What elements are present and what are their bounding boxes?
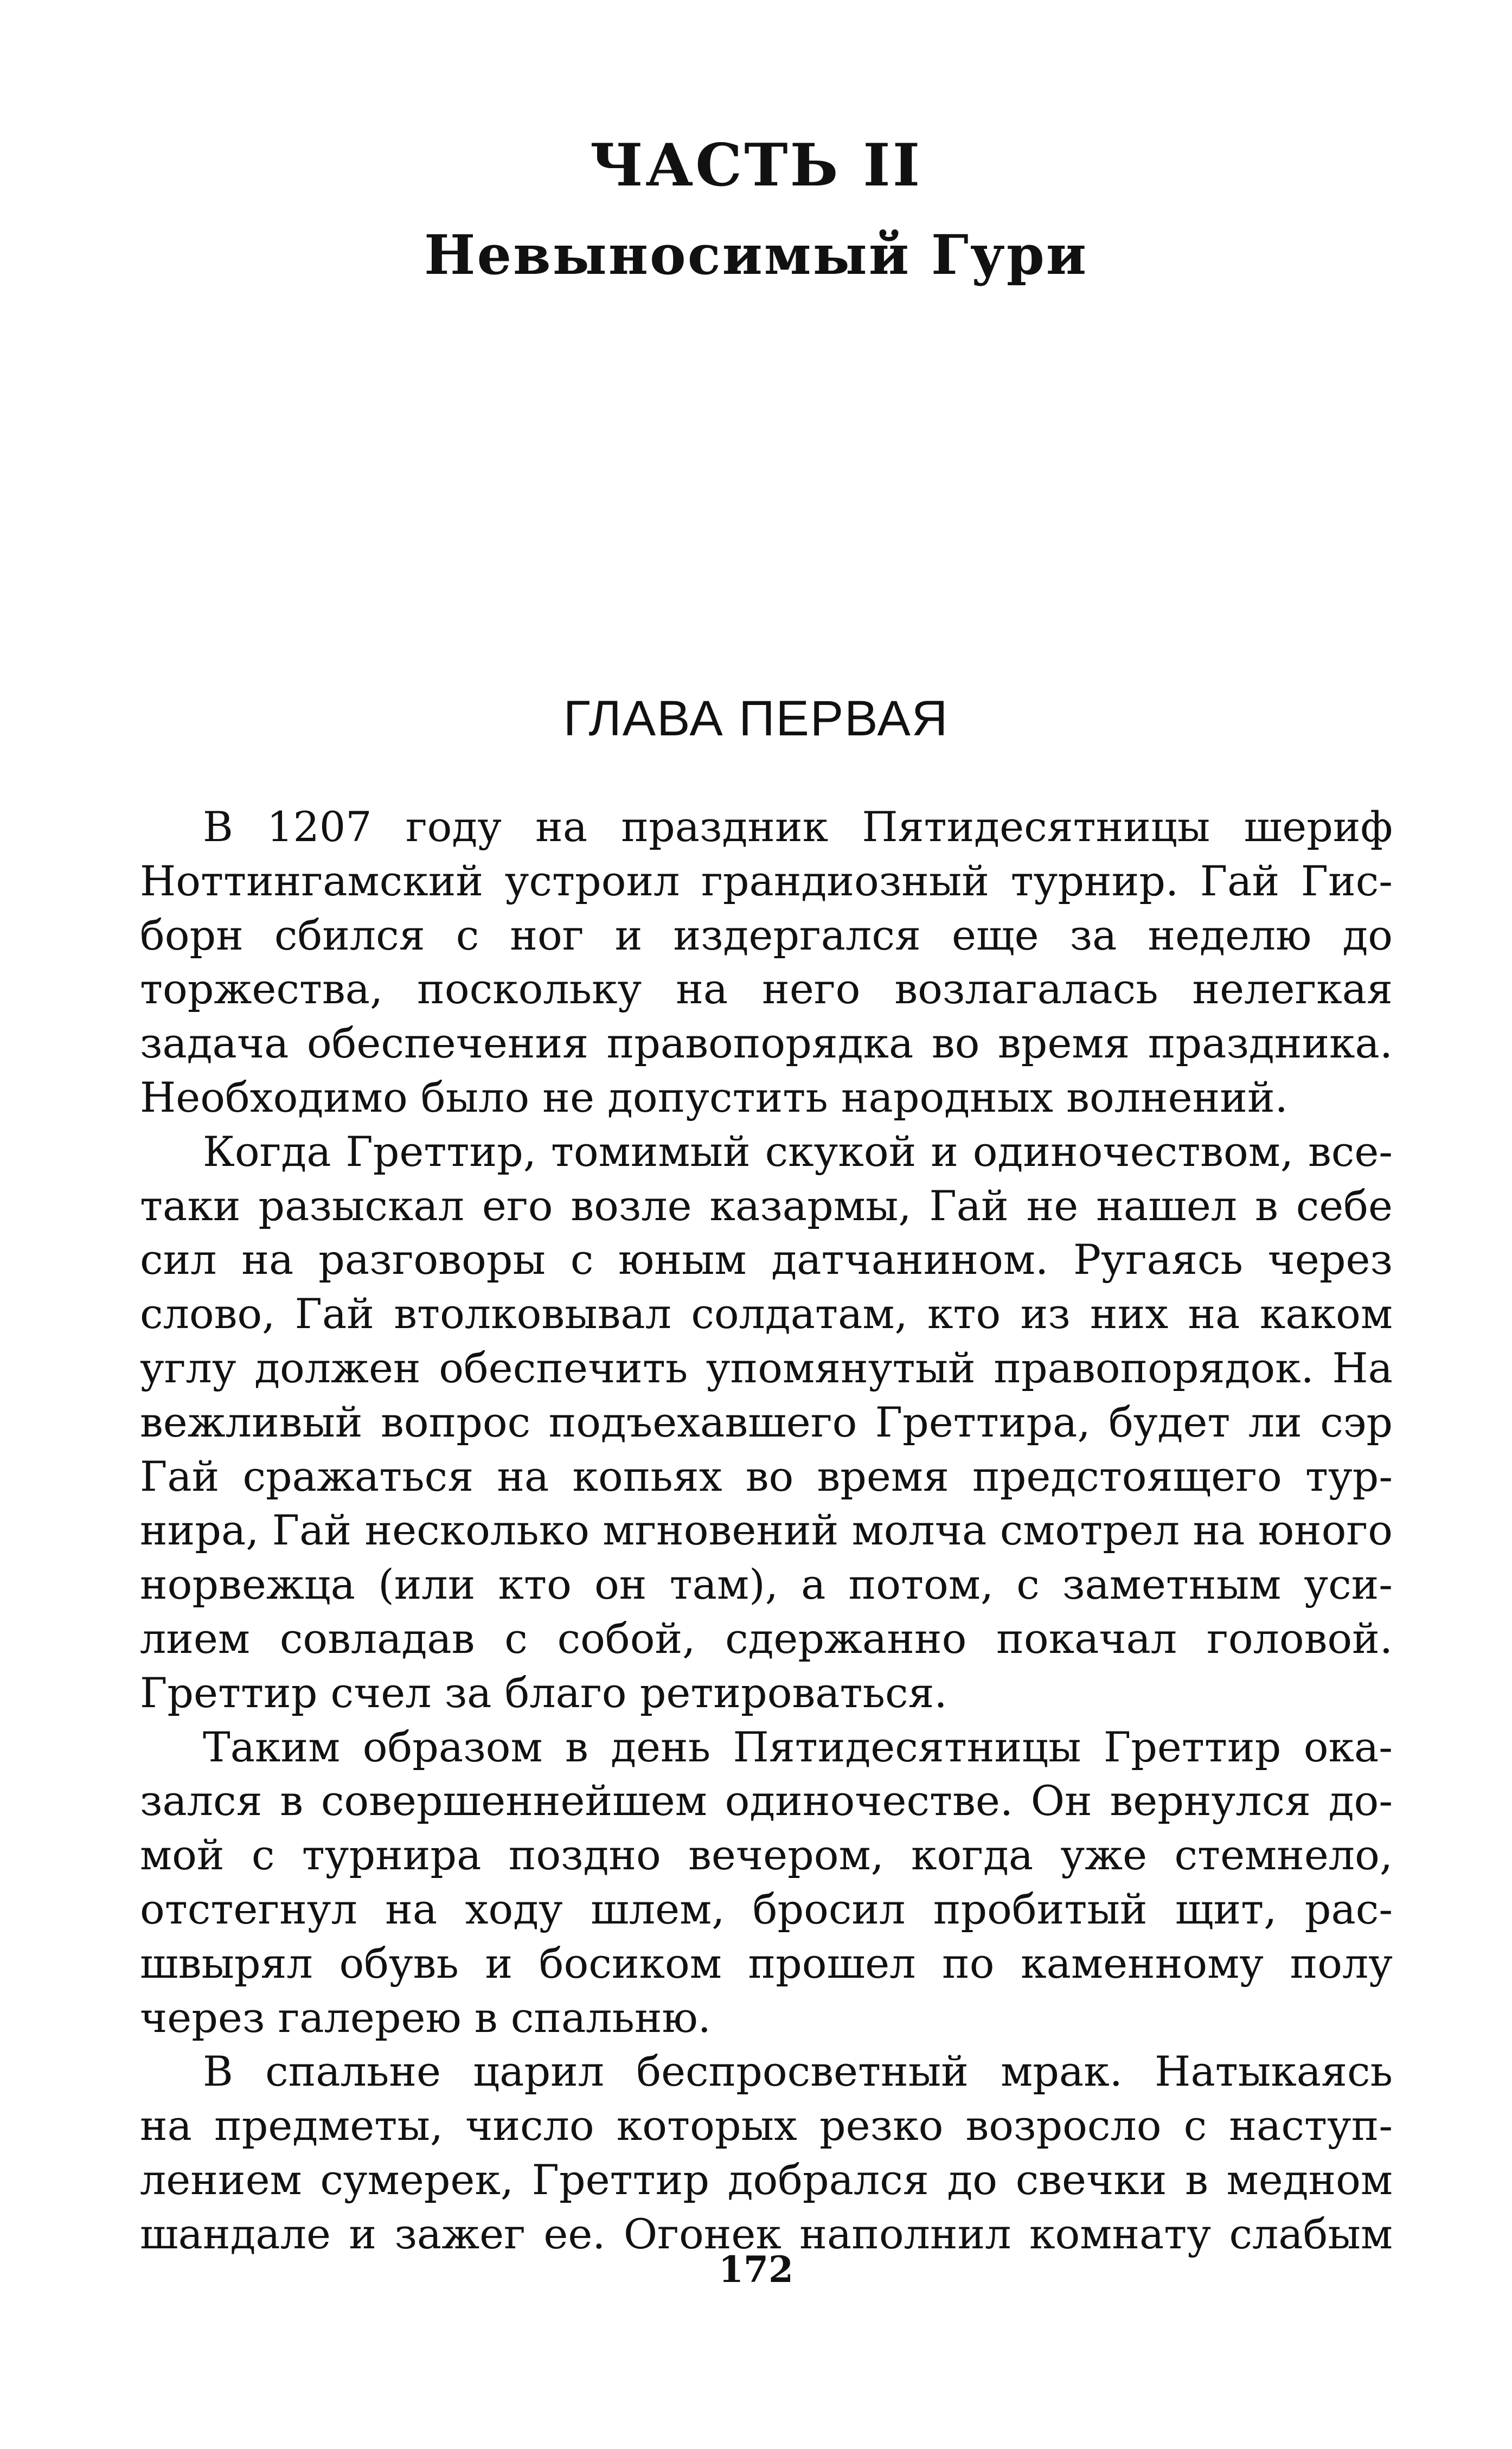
text-line: углу должен обеспечить упомянутый правопорядок. На xyxy=(140,1343,1393,1392)
paragraph xyxy=(140,800,1393,1125)
text-line: торжества, поскольку на него возлагалась нелегкая xyxy=(140,965,1393,1014)
text-line: шандале и зажег ее. Огонек наполнил комнату слабым xyxy=(140,2209,1393,2258)
chapter-title: ГЛАВА ПЕРВАЯ xyxy=(563,691,949,746)
text-line: Греттир счел за благо ретироваться. xyxy=(140,1668,947,1717)
text-line: отстегнул на ходу шлем, бросил пробитый щит, рас- xyxy=(140,1884,1393,1933)
text-line: Необходимо было не допустить народных волнений. xyxy=(140,1073,1288,1121)
text-line: мой с турнира поздно вечером, когда уже стемнело, xyxy=(140,1831,1393,1880)
text-line: таки разыскал его возле казармы, Гай не нашел в себе xyxy=(140,1181,1393,1230)
text-line: вежливый вопрос подъехавшего Греттира, будет ли сэр xyxy=(140,1397,1393,1446)
text-line: слово, Гай втолковывал солдатам, кто из них на каком xyxy=(140,1290,1393,1338)
paragraph xyxy=(140,1125,1393,1720)
text-line: Когда Греттир, томимый скукой и одиночеством, все- xyxy=(203,1127,1393,1176)
text-line: задача обеспечения правопорядка во время праздника. xyxy=(140,1019,1393,1068)
paragraph xyxy=(140,1720,1393,2045)
part-subtitle: Невыносимый Гури xyxy=(424,223,1088,287)
text-line: зался в совершеннейшем одиночестве. Он вернулся до- xyxy=(140,1777,1393,1825)
text-line: лием совладав с собой, сдержанно покачал головой. xyxy=(140,1614,1393,1663)
text-line: Гай сражаться на копьях во время предстоящего тур- xyxy=(140,1452,1393,1501)
text-line: В спальне царил беспросветный мрак. Натыкаясь xyxy=(203,2047,1393,2096)
paragraph xyxy=(140,2044,1393,2261)
text-line: швырял обувь и босиком прошел по каменному полу xyxy=(140,1939,1393,1988)
text-line: нира, Гай несколько мгновений молча смотрел на юного xyxy=(140,1506,1393,1555)
text-line: на предметы, число которых резко возросло с наступ- xyxy=(140,2101,1393,2150)
text-line: борн сбился с ног и издергался еще за неделю до xyxy=(140,911,1393,959)
text-line: Таким образом в день Пятидесятницы Греттир ока- xyxy=(203,1722,1393,1771)
part-title: ЧАСТЬ II xyxy=(590,131,922,200)
text-line: через галерею в спальню. xyxy=(140,1993,711,2042)
text-line: лением сумерек, Греттир добрался до свечки в медном xyxy=(140,2155,1393,2204)
text-line: норвежца (или кто он там), а потом, с заметным уси- xyxy=(140,1560,1393,1609)
text-line: Ноттингамский устроил грандиозный турнир. Гай Гис- xyxy=(140,856,1393,905)
page-number: 172 xyxy=(719,2248,793,2291)
text-line: сил на разговоры с юным датчанином. Ругаясь через xyxy=(140,1235,1393,1284)
text-line: В 1207 году на праздник Пятидесятницы шериф xyxy=(203,803,1393,851)
body-text xyxy=(140,800,1393,2261)
